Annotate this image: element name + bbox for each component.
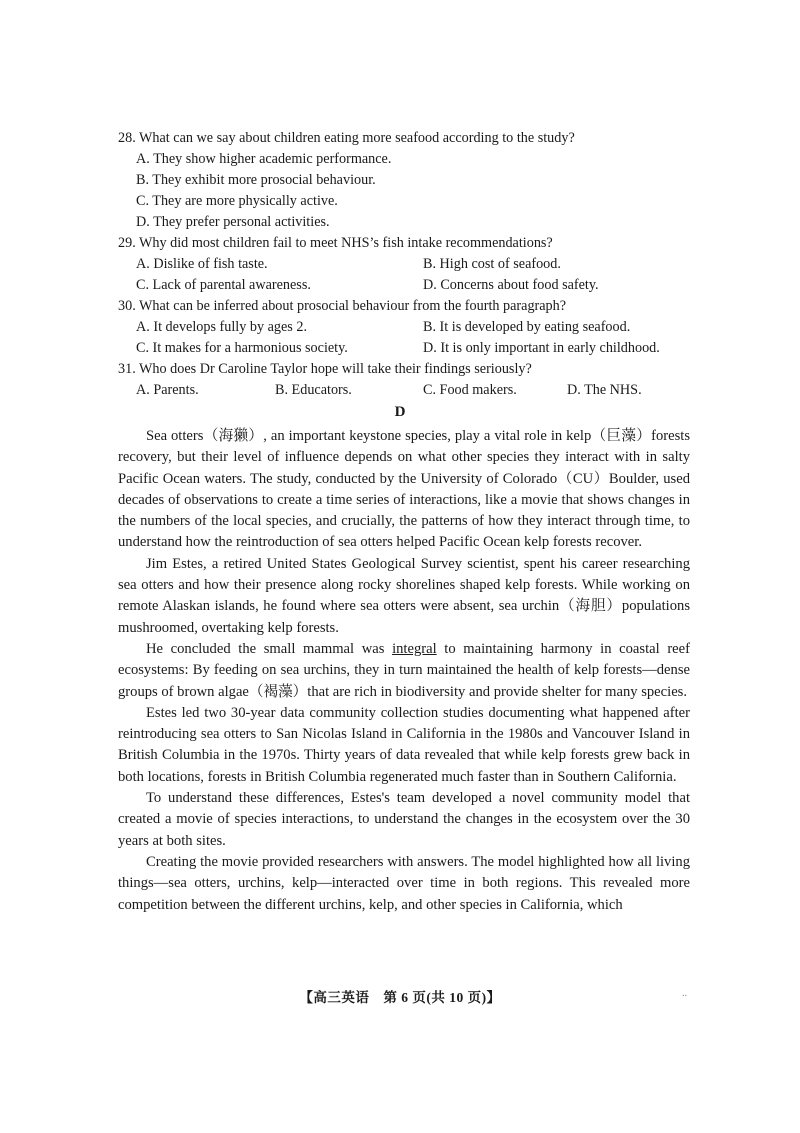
- reading-passage: [118, 426, 690, 916]
- option-d: D. They prefer personal activities.: [136, 214, 330, 230]
- question-stem: 29. Why did most children fail to meet NHS’s fish intake recommendations?: [118, 235, 553, 251]
- option-d: D. Concerns about food safety.: [423, 277, 599, 293]
- option-a: A. It develops fully by ages 2.: [136, 319, 308, 335]
- question-stem: 30. What can be inferred about prosocial behaviour from the fourth paragraph?: [118, 298, 567, 314]
- paragraph-5: To understand these differences, Estes's team developed a novel community model that created a movie of species interactions, to understand the changes in the ecosystem over the 30 years at both sites.: [118, 790, 690, 849]
- question-stem: 31. Who does Dr Caroline Taylor hope will take their findings seriously?: [118, 361, 532, 377]
- option-a: A. Dislike of fish taste.: [136, 256, 268, 272]
- paragraph-4: Estes led two 30-year data community collection studies documenting what happened after reintroducing sea otters to San Nicolas Island in California in the 1980s and Vancouver Island in British Columbia in the 1970s. Thirty years of data revealed that while kelp forests grew back in both locations, forests in British Columbia regenerated much faster than in Southern California.: [118, 704, 690, 785]
- paragraph-3-text-before: He concluded the small mammal was: [146, 640, 393, 657]
- option-c: C. Food makers.: [423, 382, 517, 398]
- option-d: D. It is only important in early childhood.: [423, 340, 660, 356]
- option-b: B. They exhibit more prosocial behaviour.: [136, 172, 376, 188]
- option-a: A. They show higher academic performance.: [136, 151, 392, 167]
- paragraph-1: Sea otters（海獭）, an important keystone species, play a vital role in kelp（巨藻）forests recovery, but their level of influence depends on what other species they interact with in salty Pacific Ocean waters. The study, conducted by the University of Colorado（CU）Boulder, used decades of observations to create a time series of interactions, like a movie that shows changes in the numbers of the local species, and crucially, the patterns of how they interact through time, to understand how the reintroduction of sea otters helped Pacific Ocean kelp forests recover.: [118, 428, 690, 551]
- option-b: B. It is developed by eating seafood.: [423, 319, 631, 335]
- option-b: B. High cost of seafood.: [423, 256, 561, 272]
- footer-dots: ..: [682, 988, 687, 999]
- option-c: C. It makes for a harmonious society.: [136, 340, 348, 356]
- paragraph-6: Creating the movie provided researchers with answers. The model highlighted how all living things—sea otters, urchins, kelp—interacted over time in both regions. This revealed more competition between the different urchins, kelp, and other species in California, which: [118, 853, 690, 913]
- paragraph-3-text-after: to maintaining harmony in coastal reef ecosystems: By feeding on sea urchins, they in turn maintained the health of kelp forests—dense groups of brown algae（褐藻）that are rich in biodiversity and provide shelter for many species.: [118, 640, 690, 700]
- underlined-word: integral: [392, 640, 437, 657]
- page-footer: 【高三英语 第 6 页(共 10 页)】: [299, 990, 501, 1005]
- question-stem: 28. What can we say about children eating more seafood according to the study?: [118, 130, 575, 146]
- option-d: D. The NHS.: [567, 382, 642, 398]
- option-b: B. Educators.: [275, 382, 352, 398]
- option-c: C. They are more physically active.: [136, 193, 338, 209]
- option-a: A. Parents.: [136, 382, 199, 398]
- section-title: D: [394, 404, 406, 420]
- paragraph-3: [118, 639, 690, 703]
- paragraph-2: Jim Estes, a retired United States Geological Survey scientist, spent his career researching sea otters and how their presence along rocky shorelines shaped kelp forests. While working on remote Alaskan islands, he found where sea otters were absent, sea urchin（海胆）populations mushroomed, overtaking kelp forests.: [118, 555, 690, 636]
- option-c: C. Lack of parental awareness.: [136, 277, 311, 293]
